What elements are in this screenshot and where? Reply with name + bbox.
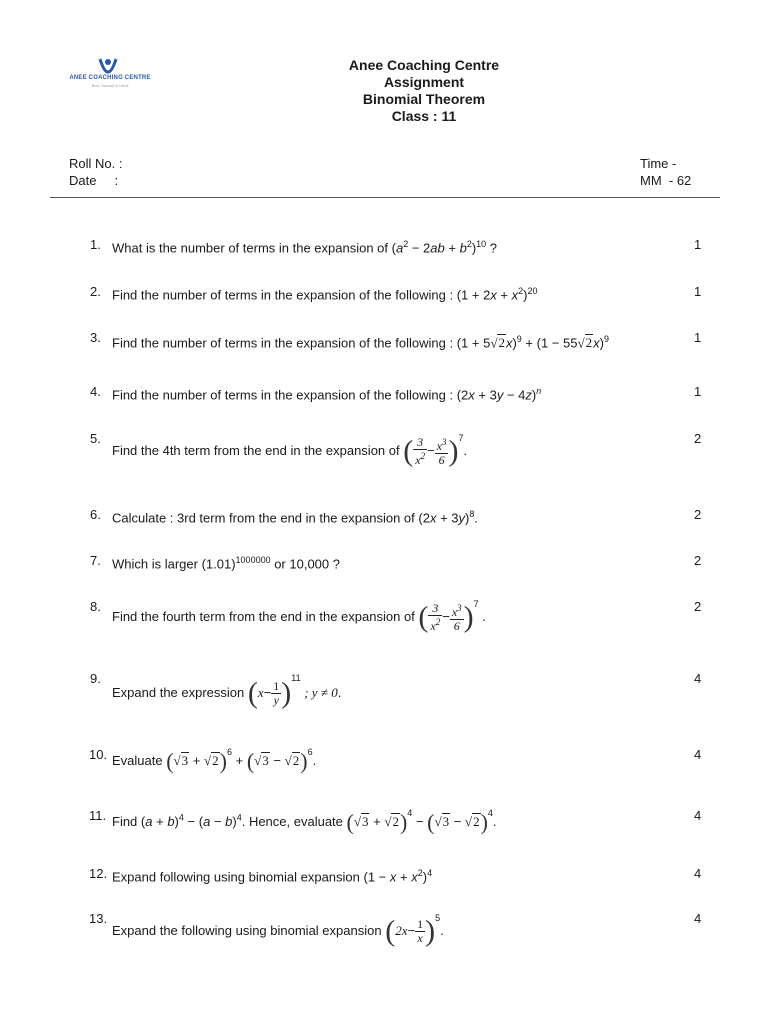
question-number: 10. [89, 747, 108, 762]
question-number: 7. [90, 553, 101, 568]
question-marks: 2 [694, 431, 702, 446]
question-text: Which is larger $(1.01)^{1000000}$ or 10,000 ? [112, 555, 340, 572]
question-marks: 1 [694, 330, 702, 345]
doc-type: Assignment [383, 74, 465, 90]
class-label: Class : 11 [391, 108, 457, 124]
question-marks: 4 [694, 808, 702, 823]
question-marks: 4 [694, 671, 702, 686]
date-label: Date : [69, 173, 119, 188]
roll-no-label: Roll No. : [69, 156, 123, 171]
question-text: Find $(a + b)^4 - (a - b)^4$. Hence, evaluate $(√3 + √2)^4 - (√3 - √2)^4$. [112, 808, 497, 835]
question-number: 2. [90, 284, 101, 299]
question-number: 13. [89, 911, 108, 926]
question-number: 12. [89, 866, 108, 881]
institute-name: Anee Coaching Centre [348, 57, 500, 73]
question-text: Find the number of terms in the expansion of the following : $(1 + 5√2x)^9 + (1 - 55√2x)^9$ [112, 334, 609, 351]
header-divider [50, 197, 720, 198]
question-number: 1. [90, 237, 101, 252]
question-marks: 4 [694, 911, 702, 926]
question-text: Find the 4th term from the end in the expansion of ( $\frac{3}{x^2}$ − $\frac{x^3}{6}$ )$^7$. [112, 433, 468, 468]
question-marks: 1 [694, 384, 702, 399]
meta-right [640, 155, 691, 189]
logo-tagline: Best Tutorial in Hindi [91, 83, 129, 88]
question-number: 3. [90, 330, 101, 345]
question-marks: 4 [694, 866, 702, 881]
question-text: Expand following using binomial expansion $(1 - x + x^2)^4$ [112, 868, 433, 885]
question-text: Expand the expression (x− $\frac{1}{y}$ )$^{11}$ ; y ≠ 0. [112, 673, 342, 710]
topic-title: Binomial Theorem [362, 91, 486, 107]
question-marks: 4 [694, 747, 702, 762]
question-marks: 2 [694, 553, 702, 568]
question-marks: 1 [694, 284, 702, 299]
page-header [0, 57, 768, 125]
meta-left [69, 155, 122, 189]
question-number: 6. [90, 507, 101, 522]
question-number: 9. [90, 671, 101, 686]
question-text: Find the fourth term from the end in the expansion of ( $\frac{3}{x^2}$ − $\frac{x^3}{6}$ )$^7$ . [112, 599, 486, 634]
question-marks: 2 [694, 507, 702, 522]
question-number: 4. [90, 384, 101, 399]
question-text: What is the number of terms in the expansion of $(a^2 - 2ab + b^2)^{10}$ ? [112, 239, 498, 256]
question-number: 8. [90, 599, 101, 614]
question-number: 11. [89, 808, 107, 823]
max-marks-label: MM - 62 [640, 173, 692, 188]
question-text: Expand the following using binomial expansion (2x− $\frac{1}{x}$ )$^5$. [112, 913, 444, 948]
question-marks: 1 [694, 237, 702, 252]
question-number: 5. [90, 431, 101, 446]
question-marks: 2 [694, 599, 702, 614]
question-text: Calculate : 3rd term from the end in the expansion of $(2x + 3y)^8$. [112, 509, 478, 526]
question-text: Evaluate $(√3 + √2)^6 + (√3 - √2)^6$. [112, 747, 317, 774]
logo-name: ANEE COACHING CENTRE [69, 75, 151, 81]
question-text: Find the number of terms in the expansion of the following : $(1 + 2x + x^2)^{20}$ [112, 286, 538, 303]
question-text: Find the number of terms in the expansion of the following : $(2x + 3y - 4z)^n$ [112, 386, 542, 403]
time-label: Time - [640, 156, 677, 171]
